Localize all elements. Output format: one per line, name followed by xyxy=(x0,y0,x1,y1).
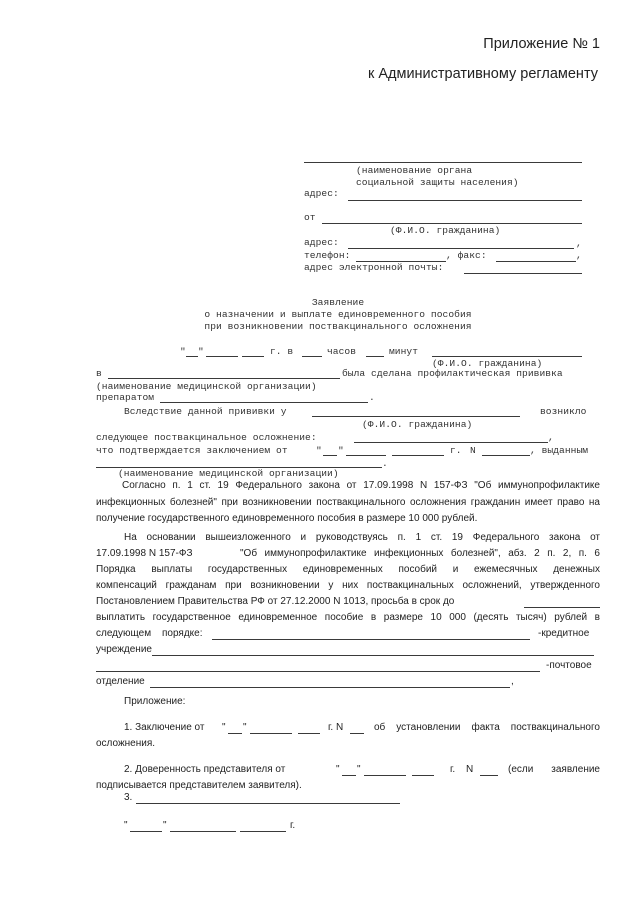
vaccination-made-text: была сделана профилактическая прививка xyxy=(342,368,563,379)
year-in-text: г. в xyxy=(270,346,294,357)
drug-label: препаратом xyxy=(96,392,155,403)
citizen-fio-hint: (Ф.И.О. гражданина) xyxy=(390,225,501,236)
email-line xyxy=(464,273,582,274)
title-line-3: при возникновении поствакцинального осложнения xyxy=(204,321,472,332)
organ-name-line xyxy=(304,162,582,163)
title-line-2: о назначении и выплате единовременного пособия xyxy=(204,309,472,320)
credit-label: -кредитное xyxy=(538,628,590,639)
appendix-title: Приложение № 1 xyxy=(483,36,600,52)
postal-label: -почтовое xyxy=(546,660,592,671)
hours-text: часов xyxy=(327,346,357,357)
organ-address-line xyxy=(348,200,582,201)
organ-hint-2: социальной защиты населения) xyxy=(356,177,519,188)
organ-hint-1: (наименование органа xyxy=(356,165,473,176)
appendix-subtitle: к Административному регламенту xyxy=(367,66,598,82)
email-label: адрес электронной почты: xyxy=(304,262,444,273)
med-org-hint-1: (наименование медицинской организации) xyxy=(96,381,317,392)
paragraph-law-reference: Согласно п. 1 ст. 19 Федерального закона от 17.09.1998 N 157-ФЗ "Об иммунопрофилактике инфекционных болезней" при возникновении поствакцинального осложнения гражданин имеет право на получение государственного единовременного пособия в размере 10 000 рублей. xyxy=(96,480,600,524)
med-org-hint-2: (наименование медицинской организации) xyxy=(118,468,339,479)
deadline-line xyxy=(524,607,600,608)
minutes-text: минут xyxy=(389,346,419,357)
fio-hint-1: (Ф.И.О. гражданина) xyxy=(432,358,543,369)
title-line-1: Заявление xyxy=(311,297,365,308)
from-label: от xyxy=(304,212,316,223)
attachments-heading: Приложение: xyxy=(124,696,186,707)
fax-label: , факс: xyxy=(446,250,487,261)
fax-line xyxy=(496,261,576,262)
institution-label: учреждение xyxy=(96,644,152,655)
organ-address-label: адрес: xyxy=(304,188,339,199)
due-to-text: Вследствие данной прививки у xyxy=(124,406,287,417)
fio-hint-2: (Ф.И.О. гражданина) xyxy=(362,419,473,430)
complication-label: следующее поствакцинальное осложнение: xyxy=(96,432,317,443)
citizen-address-line xyxy=(348,248,574,249)
arose-text: возникло xyxy=(540,406,587,417)
citizen-name-line xyxy=(322,223,582,224)
citizen-address-label: адрес: xyxy=(304,237,339,248)
issued-text: , выданным xyxy=(530,445,589,456)
phone-label: телефон: xyxy=(304,250,351,261)
branch-label: отделение xyxy=(96,676,145,687)
confirmed-prefix: что подтверждается заключением от xyxy=(96,445,288,456)
